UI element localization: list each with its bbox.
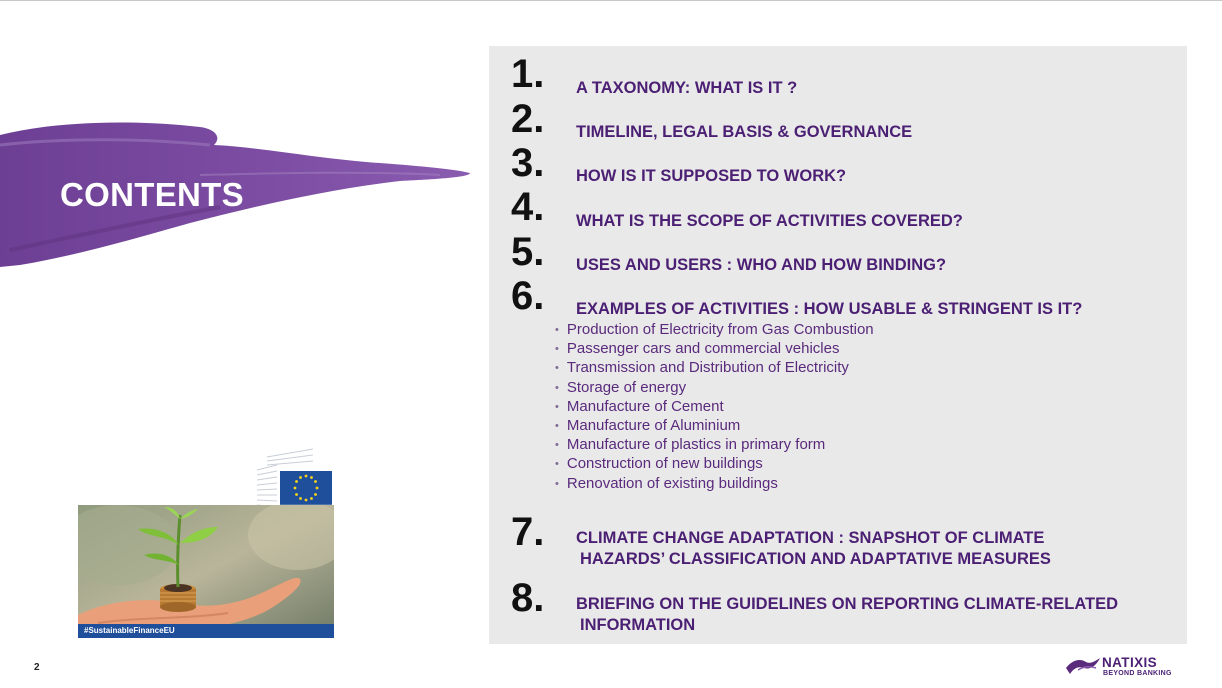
toc-title-line1: CLIMATE CHANGE ADAPTATION : SNAPSHOT OF CLIMATE (576, 529, 1045, 547)
toc-number: 7. (511, 510, 545, 554)
toc-title-line2: INFORMATION (580, 616, 696, 634)
list-item: • Renovation of existing buildings (555, 474, 874, 493)
list-item: • Construction of new buildings (555, 454, 874, 473)
toc-number: 3. (511, 141, 545, 185)
toc-number: 2. (511, 97, 545, 141)
toc-title: TIMELINE, LEGAL BASIS & GOVERNANCE (576, 123, 913, 141)
page-title: CONTENTS (60, 176, 244, 213)
list-item: • Passenger cars and commercial vehicles (555, 339, 874, 358)
list-item: • Manufacture of Aluminium (555, 416, 874, 435)
toc-panel (489, 46, 1187, 644)
toc-number: 4. (511, 185, 545, 229)
page-number: 2 (34, 662, 40, 673)
logo-name: NATIXIS (1102, 655, 1158, 670)
toc-title: EXAMPLES OF ACTIVITIES : HOW USABLE & STRINGENT IS IT? (576, 300, 1083, 318)
toc-title: HOW IS IT SUPPOSED TO WORK? (576, 167, 847, 185)
toc-number: 1. (511, 52, 545, 96)
toc-number: 8. (511, 576, 545, 620)
hashtag-banner: #SustainableFinanceEU (78, 624, 334, 638)
list-item: • Production of Electricity from Gas Combustion (555, 320, 874, 339)
top-rule (0, 0, 1222, 1)
toc-number: 5. (511, 230, 545, 274)
toc-number: 6. (511, 274, 545, 318)
list-item: • Manufacture of Cement (555, 397, 874, 416)
list-item: • Manufacture of plastics in primary form (555, 435, 874, 454)
toc-title: A TAXONOMY: WHAT IS IT ? (576, 79, 798, 97)
list-item: • Storage of energy (555, 378, 874, 397)
activities-list (555, 320, 874, 493)
sprout-coins-photo (78, 505, 334, 638)
toc-title: USES AND USERS : WHO AND HOW BINDING? (576, 256, 947, 274)
toc-title: WHAT IS THE SCOPE OF ACTIVITIES COVERED? (576, 212, 963, 230)
toc-title-line1: BRIEFING ON THE GUIDELINES ON REPORTING CLIMATE-RELATED (576, 595, 1119, 613)
logo-tagline: BEYOND BANKING (1103, 670, 1172, 677)
toc-title-line2: HAZARDS’ CLASSIFICATION AND ADAPTATIVE MEASURES (580, 550, 1051, 568)
list-item: • Transmission and Distribution of Electricity (555, 358, 874, 377)
